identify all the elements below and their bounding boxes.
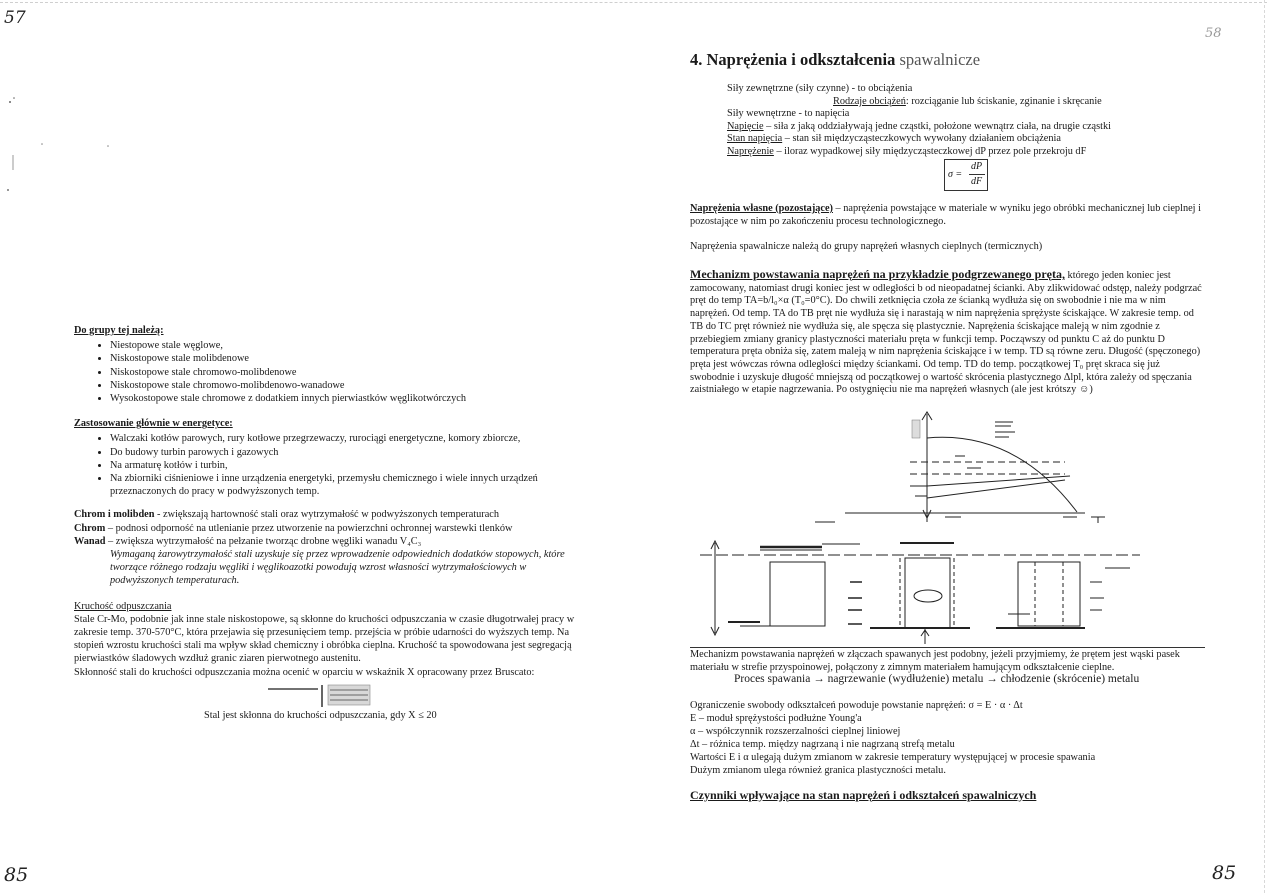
left-column — [74, 324, 584, 679]
chrom-paragraph — [74, 522, 584, 535]
section-title-tail: spawalnicze — [899, 50, 981, 69]
italic-note: Wymaganą żarowytrzymałość stali uzyskuje się przez wprowadzenie odpowiednich dodatków stopowych, które tworzące różnego rodzaju węgliki i węglikoazotki powodują wzrost własności wytrzymałościowych w podwyższonych temperaturach. — [110, 549, 565, 587]
scan-specks — [0, 60, 140, 200]
section-title-main: 4. Naprężenia i odkształcenia — [690, 50, 900, 69]
napiecie-label: Napięcie — [727, 120, 764, 132]
stan-label: Stan napięcia — [727, 133, 783, 145]
list-item: • Wysokostopowe stale chromowe z dodatkiem innych pierwiastków węglikotwórczych — [110, 392, 584, 405]
czynniki-heading — [690, 789, 1205, 804]
list-item: • Niskostopowe stale chromowo-molibdenowe — [110, 366, 584, 379]
stress-temperature-diagram — [815, 410, 1115, 528]
napiecie-text: – siła z jaką oddziaływają jedne cząstki, położone wewnątrz ciała, na drugie cząstki — [763, 120, 1111, 132]
rodzaje-label: Rodzaje obciążeń — [833, 95, 906, 107]
page-number-bottom-left: 85 — [4, 864, 29, 886]
wanad-paragraph — [74, 535, 584, 548]
process-line: Proces spawania → nagrzewanie (wydłużenie) metalu → chłodzenie (skrócenie) metalu — [734, 673, 1140, 685]
page-number-bottom-right: 85 — [1212, 862, 1237, 884]
group-list — [74, 339, 584, 405]
chrom-molibden-paragraph — [74, 508, 584, 521]
chrom-text: – podnosi odporność na utlenianie przez utworzenie na powierzchni ochronnej warstewki tlenków — [105, 522, 513, 534]
wlasne-label: Naprężenia własne (pozostające) — [690, 203, 833, 214]
naprezenie-label: Naprężenie — [727, 145, 774, 157]
formula-denominator: dF — [971, 176, 983, 187]
definitions-block — [727, 83, 1177, 159]
application-heading: Zastosowanie głównie w energetyce: — [74, 418, 233, 430]
list-item: • Na armaturę kotłów i turbin, — [110, 459, 584, 472]
chrom-label: Chrom — [74, 522, 106, 534]
duzym-zmianom-line: Dużym zmianom ulega również granica plastyczności metalu. — [690, 765, 946, 776]
wanad-text: – zwiększa wytrzymałość na pełzanie tworząc drobne węgliki wanadu V₄C₃ — [105, 535, 422, 547]
section-title — [690, 50, 980, 70]
rodzaje-line — [727, 96, 1177, 109]
mechanism2-paragraph: Mechanizm powstawania naprężeń w złączach spawanych jest podobny, jeżeli przyjmiemy, że prętem jest wąski pasek materiału w strefie przyspoinowej, połączony z zimnym materiałem hamującym odkształcenie cieplne. — [690, 647, 1205, 675]
list-item: • Niestopowe stale węglowe, — [110, 339, 584, 352]
wlasne-paragraph — [690, 203, 1205, 229]
napiecie-line — [727, 121, 1177, 134]
list-item: • Do budowy turbin parowych i gazowych — [110, 446, 584, 459]
stress-formula-box — [944, 159, 988, 191]
list-item: • Na zbiorniki ciśnieniowe i inne urządzenia energetyki, przemysłu chemicznego i wiele innych urządzeń przeznaczonych do pracy w podwyższonych temp. — [110, 472, 584, 498]
def-line: Siły wewnętrzne - to napięcia — [727, 108, 850, 120]
chrom-molibden-text: - zwiększają hartowność stali oraz wytrzymałość w podwyższonych temperaturach — [154, 509, 500, 521]
application-list — [74, 432, 584, 498]
page-number-top-right: 58 — [1205, 26, 1222, 41]
list-item: • Walczaki kotłów parowych, rury kotłowe przegrzewaczy, rurociągi energetyczne, komory zbiorcze, — [110, 432, 584, 445]
wartosci-line: Wartości E i α ulegają dużym zmianom w zakresie temperatury występującej w procesie spawania — [690, 752, 1096, 763]
wlasne-text: – naprężenia powstające w materiale w wyniku jego obróbki mechanicznej lub cieplnej i pozostające w nim po zakończeniu procesu technologicznego. — [690, 203, 1201, 227]
top-dashed-border — [0, 2, 1267, 3]
formula-sigma: σ = — [948, 169, 963, 180]
list-item: • Niskostopowe stale chromowo-molibdenowo-wanadowe — [110, 379, 584, 392]
czynniki-label: Czynniki wpływające na stan naprężeń i odkształceń spawalniczych — [690, 788, 1037, 802]
wanad-label: Wanad — [74, 535, 106, 547]
page-number-top-left: 57 — [4, 8, 26, 28]
right-dashed-border — [1264, 0, 1265, 893]
list-item: • Niskostopowe stale molibdenowe — [110, 352, 584, 365]
alpha-line: α – współczynnik rozszerzalności cieplnej liniowej — [690, 726, 901, 737]
spawalnicze-group-line: Naprężenia spawalnicze należą do grupy naprężeń własnych cieplnych (termicznych) — [690, 241, 1043, 252]
stan-line — [727, 133, 1177, 146]
def-line: Siły zewnętrzne (siły czynne) - to obciążenia — [727, 83, 913, 94]
mechanism-paragraph — [690, 268, 1205, 397]
kruchosc-conclusion: Stal jest skłonna do kruchości odpuszczania, gdy X ≤ 20 — [204, 710, 437, 721]
e-modulus-line: E – moduł sprężystości podłużne Young'a — [690, 713, 862, 724]
naprezenie-text: – iloraz wypadkowej siły międzycząsteczkowej dP przez pole przekroju dF — [773, 145, 1087, 157]
mechanism-text: którego jeden koniec jest zamocowany, natomiast drugi koniec jest w odległości b od nieopadatnej ścianki. Aby zlikwidować odstęp, należy podgrzać pręt do temp TA=b/l₀×α (T₀=0°C). Do chwili zetknięcia czoła ze ścianką wydłuża się on swobodnie i nie ma w nim naprężeń. Od temp. TA do TB pręt nie wydłuża się i narastają w nim naprężenia sprężyste ściskające. W zakresie temp. od TB do TC pręt również nie wydłuża się, ale spęcza się plastycznie. Naprężenia ściskające maleją w nim zgodnie z przebiegiem zmiany granicy plastyczności materiału pręta w funkcji temp. Począwszy od punktu C aż do punktu D temperatura pręta obniża się, zatem maleją w nim naprężenia ściskające i w temp. TD są równe zeru. Długość (spęczonego) pręta jest wówczas równa odległości między ściankami. Od temp. TD do temp. początkowej T₀ pręt skraca się już swobodnie i uzyskuje długość mniejszą od początkowej o wartość skrócenia plastycznego Δlpl, która zależy od spęczania zaistniałego w etapie nagrzewania. Po ostygnięciu nie ma naprężeń własnych (ale jest krótszy ☺) — [690, 270, 1202, 396]
chrom-molibden-label: Chrom i molibden — [74, 509, 155, 521]
rodzaje-text: : rozciąganie lub ściskanie, zginanie i skręcanie — [905, 95, 1102, 107]
naprezenie-line — [727, 146, 1177, 159]
kruchosc-heading: Kruchość odpuszczania — [74, 600, 172, 612]
kruchosc-text-2: Skłonność stali do kruchości odpuszczania można ocenić w oparciu w wskaźnik X opracowany przez Bruscato: — [74, 666, 535, 678]
kruchosc-text: Stale Cr-Mo, podobnie jak inne stale niskostopowe, są skłonne do kruchości odpuszczania w czasie długotrwałej pracy w zakresie temp. 370-570°C, która przejawia się przesunięciem temp. przejścia w próbie udarności do wyższych temp. Na stopień wzrostu kruchości stali ma wpływ skład chemiczny i obróbka cieplna. Kruchość ta spowodowana jest segregacją pierwiastków śladowych wzdłuż granic ziaren pierwotnego austenitu. — [74, 613, 575, 665]
delta-t-line: Δt – różnica temp. między nagrzaną i nie nagrzaną strefą metalu — [690, 739, 955, 750]
formula-fraction-bar — [969, 174, 985, 175]
stan-text: – stan sił międzycząsteczkowych wywołany działaniem obciążenia — [782, 133, 1061, 145]
mechanism-label: Mechanizm powstawania naprężeń na przykładzie podgrzewanego pręta, — [690, 267, 1065, 281]
ogranicenie-line: Ograniczenie swobody odkształceń powoduje powstanie naprężeń: σ = E · α · Δt — [690, 700, 1023, 711]
group-heading: Do grupy tej należą: — [74, 325, 164, 336]
formula-numerator: dP — [971, 161, 983, 172]
bar-walls-diagram — [700, 538, 1140, 648]
bruscato-formula-graphic — [266, 683, 386, 709]
